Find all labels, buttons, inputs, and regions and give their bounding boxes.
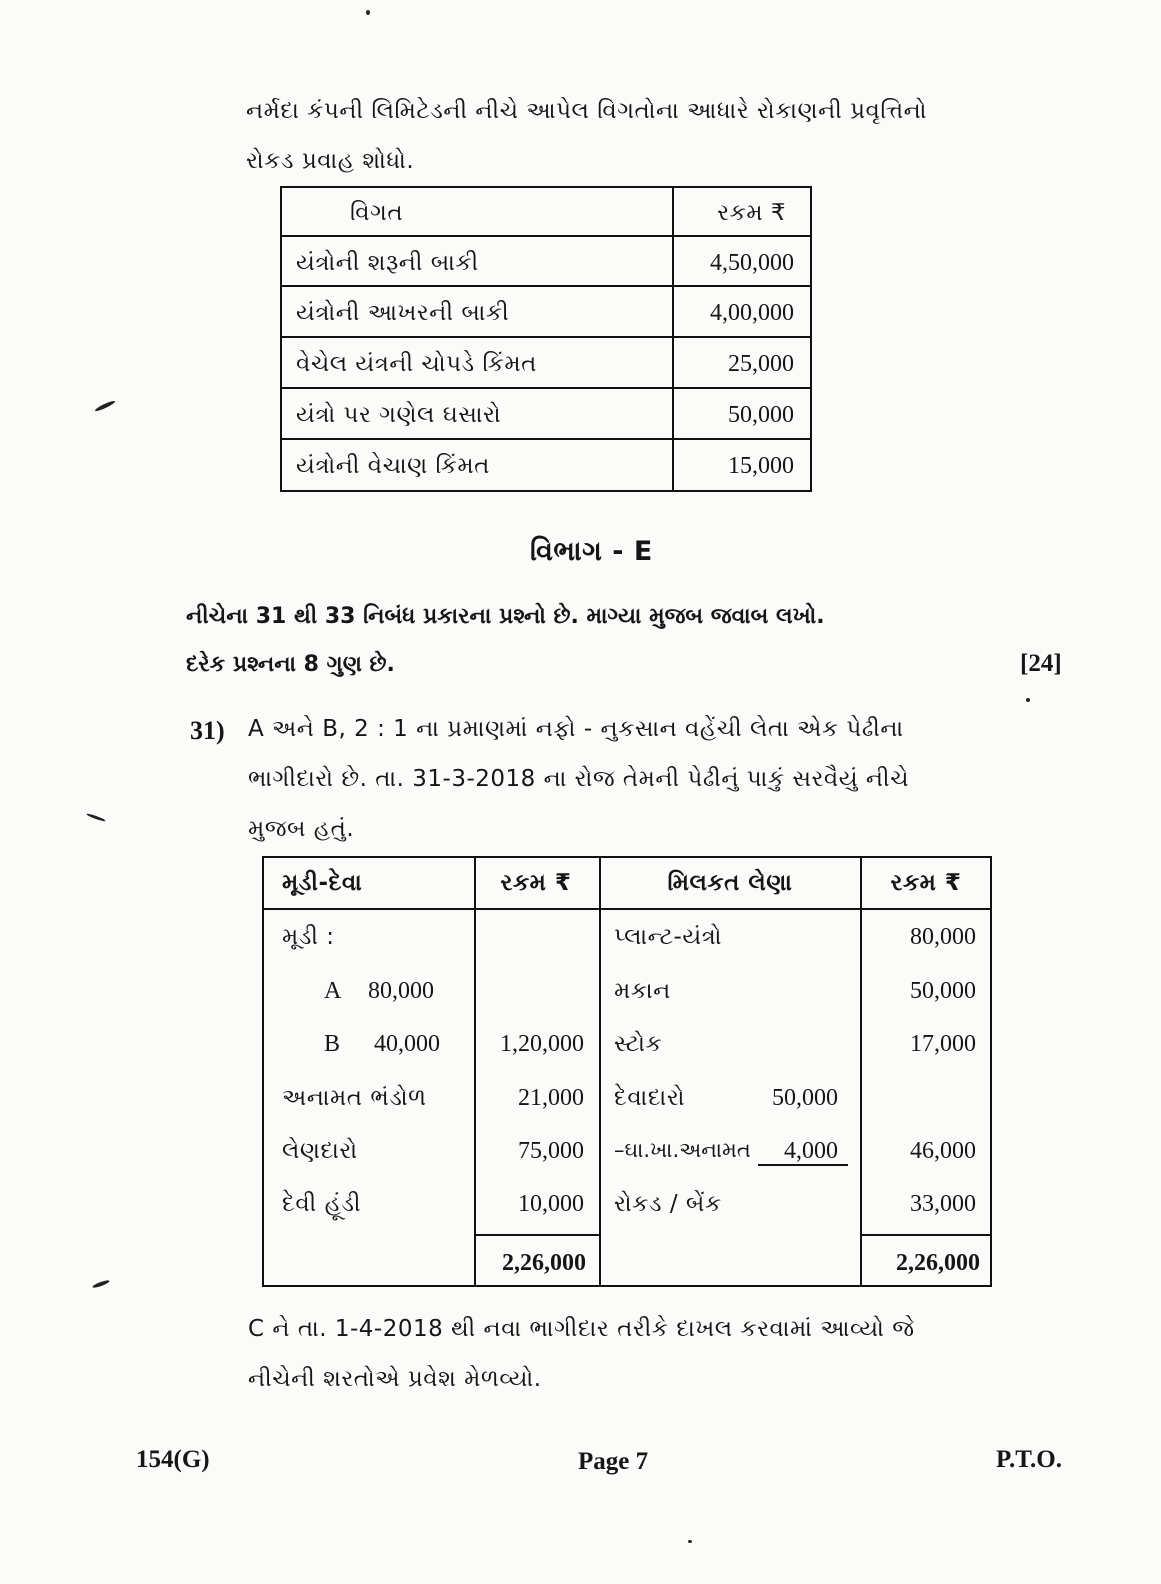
bs-stock-label: સ્ટોક (614, 1031, 663, 1057)
bs-debtors-net: 46,000 (910, 1138, 976, 1164)
bs-header-asset-amount: રકમ ₹ (890, 870, 962, 896)
footer-paper-code: 154(G) (136, 1446, 210, 1473)
scan-speck (86, 813, 106, 823)
scan-speck (688, 1540, 692, 1543)
table1-row-label: યંત્રોની વેચાણ કિંમત (296, 453, 490, 479)
bs-building-label: મકાન (614, 978, 671, 1004)
bs-provision-value: 4,000 (784, 1138, 838, 1164)
section-instruction-2: દરેક પ્રશ્નના 8 ગુણ છે. (186, 652, 395, 677)
table1-row-value: 15,000 (728, 453, 794, 479)
balance-sheet-table (262, 856, 992, 1287)
bs-capital-total: 1,20,000 (500, 1031, 584, 1057)
section-title: વિભાગ - E (530, 536, 653, 567)
scan-speck (92, 1279, 110, 1289)
question-number: 31) (190, 716, 225, 745)
bs-partner-b-label: B (324, 1031, 341, 1057)
bs-header-liab-amount: રકમ ₹ (500, 870, 572, 896)
table1-row-label: યંત્રોની આખરની બાકી (296, 300, 510, 326)
bs-provision-label: –ઘા.ખા.અનામત (614, 1138, 751, 1162)
bs-header-assets: મિલકત લેણા (667, 870, 793, 896)
intro-line-2: રોકડ પ્રવાહ શોધો. (246, 148, 415, 174)
table1-row-label: યંત્રોની શરૂની બાકી (296, 250, 479, 276)
bs-plant-value: 80,000 (910, 924, 976, 950)
table1-header-particulars: વિગત (350, 200, 404, 226)
table1-row-label: વેચેલ યંત્રની ચોપડે કિંમત (296, 351, 537, 377)
table1-header-amount: રકમ ₹ (717, 200, 786, 226)
bs-debtors-gross: 50,000 (772, 1085, 838, 1111)
question-line-2: ભાગીદારો છે. તા. 31-3-2018 ના રોજ તેમની પેઢીનું પાકું સરવૈયું નીચે (248, 766, 910, 792)
bs-creditors-label: લેણદારો (282, 1138, 358, 1164)
bs-cash-label: રોકડ / બેંક (614, 1191, 722, 1217)
table1-row-label: યંત્રો પર ગણેલ ઘસારો (296, 402, 502, 428)
bs-bills-payable-value: 10,000 (518, 1191, 584, 1217)
table1-row-value: 25,000 (728, 351, 794, 377)
bs-reserve-value: 21,000 (518, 1085, 584, 1111)
scan-speck (94, 400, 116, 413)
bs-partner-b-value: 40,000 (374, 1031, 440, 1057)
intro-line-1: નર્મદા કંપની લિમિટેડની નીચે આપેલ વિગતોના આધારે રોકાણની પ્રવૃત્તિનો (246, 98, 928, 124)
scan-speck (1026, 698, 1030, 702)
section-instruction-1: નીચેના 31 થી 33 નિબંધ પ્રકારના પ્રશ્નો છે. માગ્યા મુજબ જવાબ લખો. (186, 604, 825, 629)
bs-reserve-label: અનામત ભંડોળ (282, 1085, 427, 1111)
scan-speck (366, 10, 370, 15)
table1-row-value: 50,000 (728, 402, 794, 428)
bs-liabilities-total: 2,26,000 (502, 1250, 586, 1276)
bs-header-liabilities: મૂડી-દેવા (282, 870, 363, 896)
after-line-2: નીચેની શરતોએ પ્રવેશ મેળવ્યો. (248, 1366, 542, 1392)
after-line-1: C ને તા. 1-4-2018 થી નવા ભાગીદાર તરીકે દાખલ કરવામાં આવ્યો જે (248, 1316, 915, 1342)
machinery-table (280, 186, 812, 492)
bs-creditors-value: 75,000 (518, 1138, 584, 1164)
bs-capital-label: મૂડી : (282, 924, 335, 950)
footer-page-number: Page 7 (578, 1448, 649, 1475)
bs-cash-value: 33,000 (910, 1191, 976, 1217)
bs-bills-payable-label: દેવી હૂંડી (282, 1191, 362, 1217)
bs-debtors-label: દેવાદારો (614, 1085, 685, 1111)
question-line-3: મુજબ હતું. (248, 816, 355, 842)
bs-assets-total: 2,26,000 (896, 1250, 980, 1276)
question-line-1: A અને B, 2 : 1 ના પ્રમાણમાં નફો - નુકસાન વહેંચી લેતા એક પેઢીના (248, 716, 904, 742)
section-marks: [24] (1020, 650, 1062, 677)
table1-row-value: 4,50,000 (710, 250, 794, 276)
bs-building-value: 50,000 (910, 978, 976, 1004)
bs-stock-value: 17,000 (910, 1031, 976, 1057)
bs-partner-a-label: A (324, 978, 342, 1004)
footer-pto: P.T.O. (996, 1446, 1062, 1473)
table1-row-value: 4,00,000 (710, 300, 794, 326)
bs-partner-a-value: 80,000 (368, 978, 434, 1004)
bs-plant-label: પ્લાન્ટ-યંત્રો (614, 924, 723, 950)
